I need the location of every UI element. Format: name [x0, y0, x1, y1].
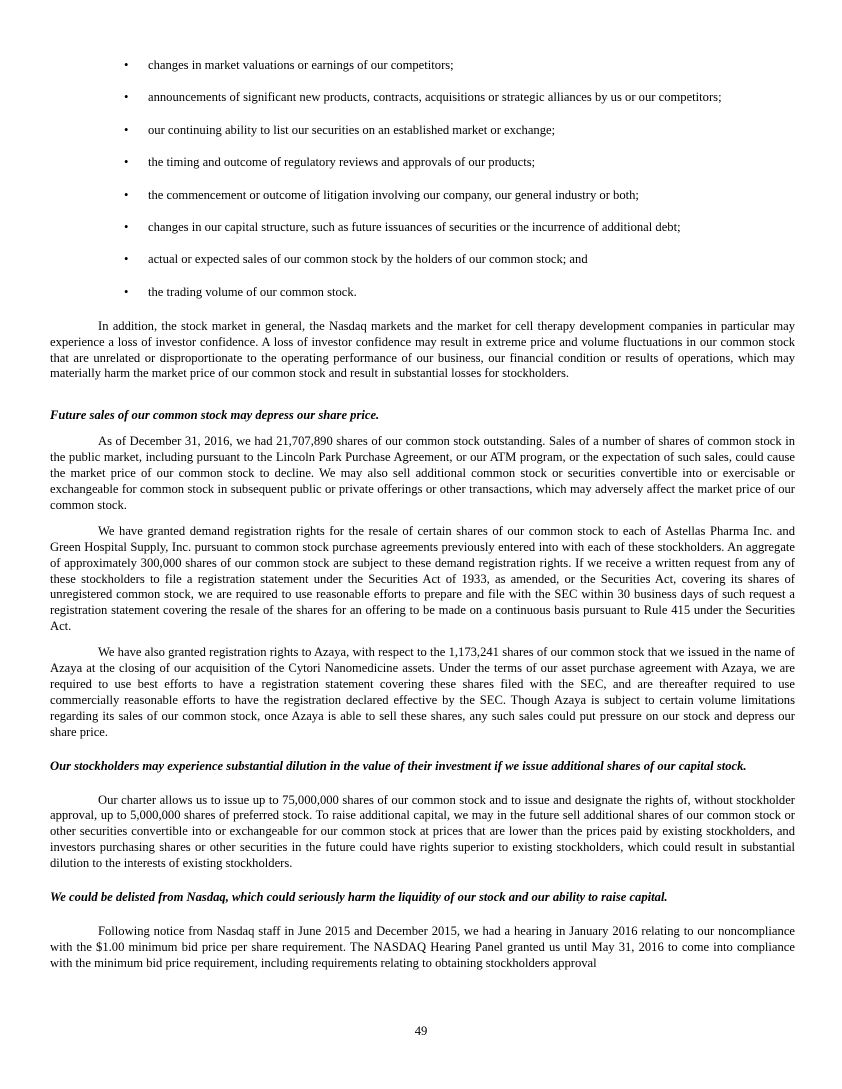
document-page — [50, 58, 795, 972]
paragraph: Following notice from Nasdaq staff in June 2015 and December 2015, we had a hearing in January 2016 relating to our noncompliance with the $1.00 minimum bid price per share requirement. The NASDAQ Hearing Panel granted us until May 31, 2016 to come into compliance with the minimum bid price requirement, including requirements relating to obtaining stockholders approval — [50, 923, 795, 970]
page-number: 49 — [414, 1024, 428, 1038]
bullet-item: • announcements of significant new products, contracts, acquisitions or strategic alliances by us or our competitors; — [124, 90, 722, 105]
bullet-icon: • — [124, 155, 129, 170]
bullet-item: • the timing and outcome of regulatory reviews and approvals of our products; — [124, 155, 536, 170]
paragraph: Our charter allows us to issue up to 75,000,000 shares of our common stock and to issue and designate the rights of, without stockholder approval, up to 5,000,000 shares of preferred stock. To raise additional capital, we may in the future sell additional shares of our common stock or other securities convertible into or exchangeable for our common stock at prices that are lower than the prices paid by existing stockholders, and investors purchasing shares or other securities in the future could have rights superior to existing stockholders, which could result in substantial dilution to the interests of existing stockholders. — [50, 792, 795, 871]
bullet-item: • changes in market valuations or earnings of our competitors; — [124, 58, 454, 72]
section-heading-delisting: We could be delisted from Nasdaq, which could seriously harm the liquidity of our stock and our ability to raise capital. — [50, 890, 668, 905]
paragraph: We have granted demand registration rights for the resale of certain shares of our common stock to each of Astellas Pharma Inc. and Green Hospital Supply, Inc. pursuant to common stock purchase agreements previously entered into with each of these stockholders. An aggregate of approximately 300,000 shares of our common stock are subject to these demand registration rights. If we receive a written request from any of these stockholders to file a registration statement under the Securities Act of 1933, as amended, or the Securities Act, covering its shares of unregistered common stock, we are required to use reasonable efforts to prepare and file with the SEC within 30 business days of such request a registration statement covering the resale of the shares for an offering to be made on a continuous basis pursuant to Rule 415 under the Securities Act. — [50, 523, 795, 634]
bullet-icon: • — [124, 187, 129, 202]
section-heading-dilution: Our stockholders may experience substantial dilution in the value of their investment if we issue additional shares of our capital stock. — [50, 758, 747, 773]
bullet-icon: • — [124, 58, 129, 72]
bullet-icon: • — [124, 284, 129, 299]
bullet-item: • changes in our capital structure, such as future issuances of securities or the incurrence of additional debt; — [124, 220, 681, 235]
bullet-icon: • — [124, 122, 129, 137]
intro-paragraph: In addition, the stock market in general, the Nasdaq markets and the market for cell therapy development companies in particular may experience a loss of investor confidence. A loss of investor confidence may result in extreme price and volume fluctuations in our common stock that are unrelated or disproportionate to the operating performance of our business, our financial condition or results of operations, which may materially harm the market price of our common stock and result in substantial losses for stockholders. — [50, 318, 795, 381]
bullet-item: • actual or expected sales of our common stock by the holders of our common stock; and — [124, 252, 588, 267]
bullet-icon: • — [124, 252, 129, 267]
bullet-list — [50, 58, 795, 301]
paragraph: As of December 31, 2016, we had 21,707,890 shares of our common stock outstanding. Sales of a number of shares of common stock in the public market, including pursuant to the Lincoln Park Purchase Agreement, or our ATM program, or the expectation of such sales, could cause the market price of our common stock to decline. We may also sell additional common stock or securities convertible into or exercisable or exchangeable for common stock in subsequent public or private offerings or other transactions, which may adversely affect the market price of our common stock. — [50, 434, 795, 512]
bullet-item: • the commencement or outcome of litigation involving our company, our general industry or both; — [124, 187, 639, 202]
bullet-item: • the trading volume of our common stock. — [124, 284, 357, 299]
bullet-icon: • — [124, 90, 129, 105]
bullet-icon: • — [124, 220, 129, 235]
bullet-item: • our continuing ability to list our securities on an established market or exchange; — [124, 122, 556, 137]
section-heading-future-sales: Future sales of our common stock may depress our share price. — [50, 408, 380, 423]
paragraph: We have also granted registration rights to Azaya, with respect to the 1,173,241 shares of our common stock that we issued in the name of Azaya at the closing of our acquisition of the Cytori Nanomedicine assets. Under the terms of our asset purchase agreement with Azaya, we are required to use best efforts to have a registration statement covering these shares filed with the SEC, and are thereafter required to use commercially reasonable efforts to have the registration declared effective by the SEC. Though Azaya is subject to certain volume limitations regarding its sales of our common stock, once Azaya is able to sell these shares, any such sales could put pressure on our stock and depress our share price. — [50, 645, 795, 739]
